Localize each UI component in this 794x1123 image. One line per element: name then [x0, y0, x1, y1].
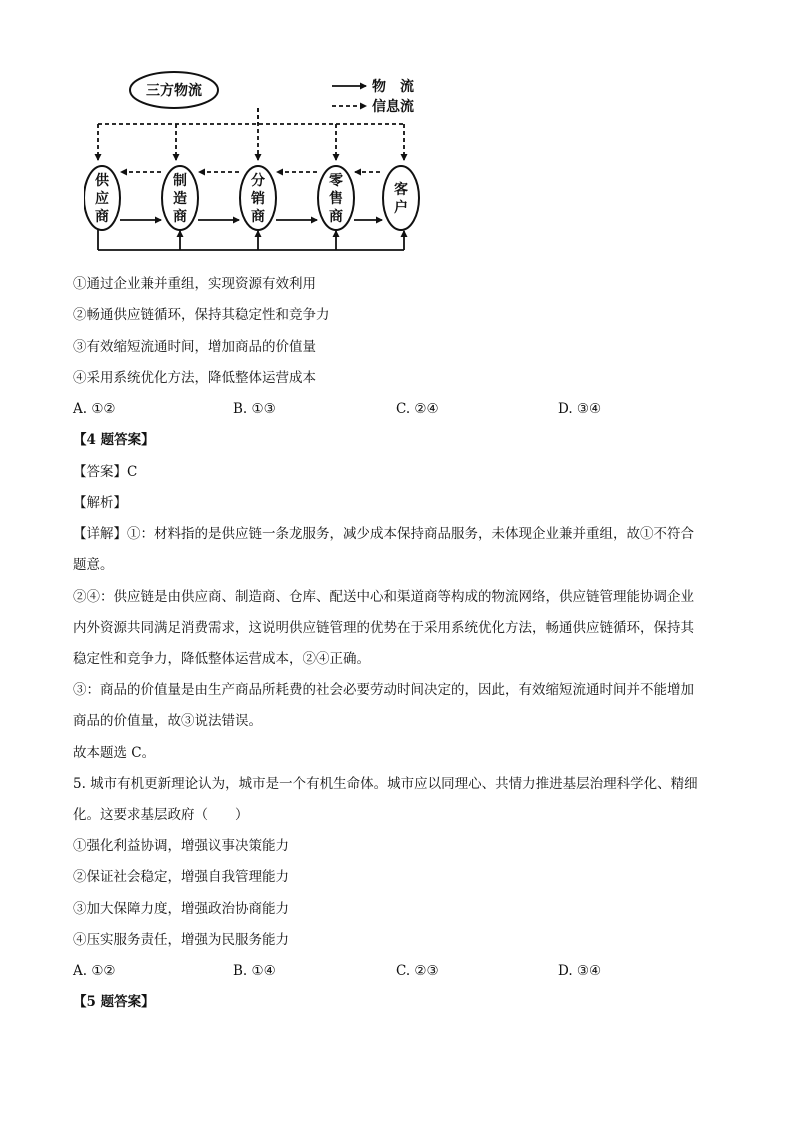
node-2-char-2: 造 — [173, 191, 187, 207]
node-5-char-1: 客 — [394, 182, 408, 198]
q4-analysis-header: 【解析】 — [73, 495, 127, 511]
legend-logistics: 物 流 — [372, 79, 414, 95]
q5-answer-header: 【5 题答案】 — [73, 994, 155, 1010]
node-2-char-3: 商 — [173, 209, 187, 225]
q4-statement-2: ②畅通供应链循环，保持其稳定性和竞争力 — [73, 307, 330, 323]
q4-detail-line-1: 【详解】①：材料指的是供应链一条龙服务，减少成本保持商品服务，未体现企业兼并重组，故①不符合 — [73, 526, 694, 542]
q4-option-d: D. ③④ — [558, 401, 602, 417]
q4-option-b: B. ①③ — [233, 401, 276, 417]
q4-detail-line-8: 故本题选 C。 — [73, 745, 156, 761]
q5-statement-3: ③加大保障力度，增强政治协商能力 — [73, 901, 289, 917]
q4-detail-line-3: ②④：供应链是由供应商、制造商、仓库、配送中心和渠道商等构成的物流网络，供应链管理能协调企业 — [73, 589, 694, 605]
q5-statement-2: ②保证社会稳定，增强自我管理能力 — [73, 869, 289, 885]
q5-statement-1: ①强化利益协调，增强议事决策能力 — [73, 838, 289, 854]
q5-option-d: D. ③④ — [558, 963, 602, 979]
node-5-char-2: 户 — [394, 200, 408, 216]
node-1-char-3: 商 — [95, 209, 109, 225]
q4-answer-header: 【4 题答案】 — [73, 432, 155, 448]
q4-statement-4: ④采用系统优化方法，降低整体运营成本 — [73, 370, 316, 386]
q4-detail-line-5: 稳定性和竞争力，降低整体运营成本，②④正确。 — [73, 651, 370, 667]
q5-option-b: B. ①④ — [233, 963, 276, 979]
q4-detail-line-6: ③：商品的价值量是由生产商品所耗费的社会必要劳动时间决定的，因此，有效缩短流通时间并不能增加 — [73, 682, 694, 698]
q4-statement-3: ③有效缩短流通时间，增加商品的价值量 — [73, 339, 316, 355]
node-4-char-3: 商 — [329, 209, 343, 225]
node-2-char-1: 制 — [173, 173, 187, 189]
top-node-label: 三方物流 — [146, 83, 202, 99]
node-oval-5 — [383, 166, 419, 230]
legend-information: 信息流 — [372, 99, 414, 115]
supply-chain-diagram — [84, 68, 436, 260]
q5-stem-line-1: 5. 城市有机更新理论认为，城市是一个有机生命体。城市应以同理心、共情力推进基层治理科学化、精细 — [73, 776, 698, 792]
q5-stem-line-2: 化。这要求基层政府（ ） — [73, 807, 249, 823]
q4-detail-line-7: 商品的价值量，故③说法错误。 — [73, 713, 262, 729]
node-3-char-1: 分 — [251, 173, 265, 189]
q4-detail-line-2: 题意。 — [73, 557, 114, 573]
node-3-char-3: 商 — [251, 209, 265, 225]
node-1-char-2: 应 — [95, 191, 109, 207]
node-4-char-2: 售 — [329, 191, 343, 207]
node-1-char-1: 供 — [95, 173, 109, 189]
q4-detail-line-4: 内外资源共同满足消费需求，这说明供应链管理的优势在于采用系统优化方法，畅通供应链循环，保持其 — [73, 620, 694, 636]
q5-option-c: C. ②③ — [396, 963, 439, 979]
node-4-char-1: 零 — [329, 173, 343, 189]
q4-answer: 【答案】C — [73, 464, 138, 480]
node-3-char-2: 销 — [251, 191, 265, 207]
q4-option-a: A. ①② — [73, 401, 116, 417]
q4-statement-1: ①通过企业兼并重组，实现资源有效利用 — [73, 276, 316, 292]
q5-option-a: A. ①② — [73, 963, 116, 979]
q5-statement-4: ④压实服务责任，增强为民服务能力 — [73, 932, 289, 948]
q4-option-c: C. ②④ — [396, 401, 439, 417]
